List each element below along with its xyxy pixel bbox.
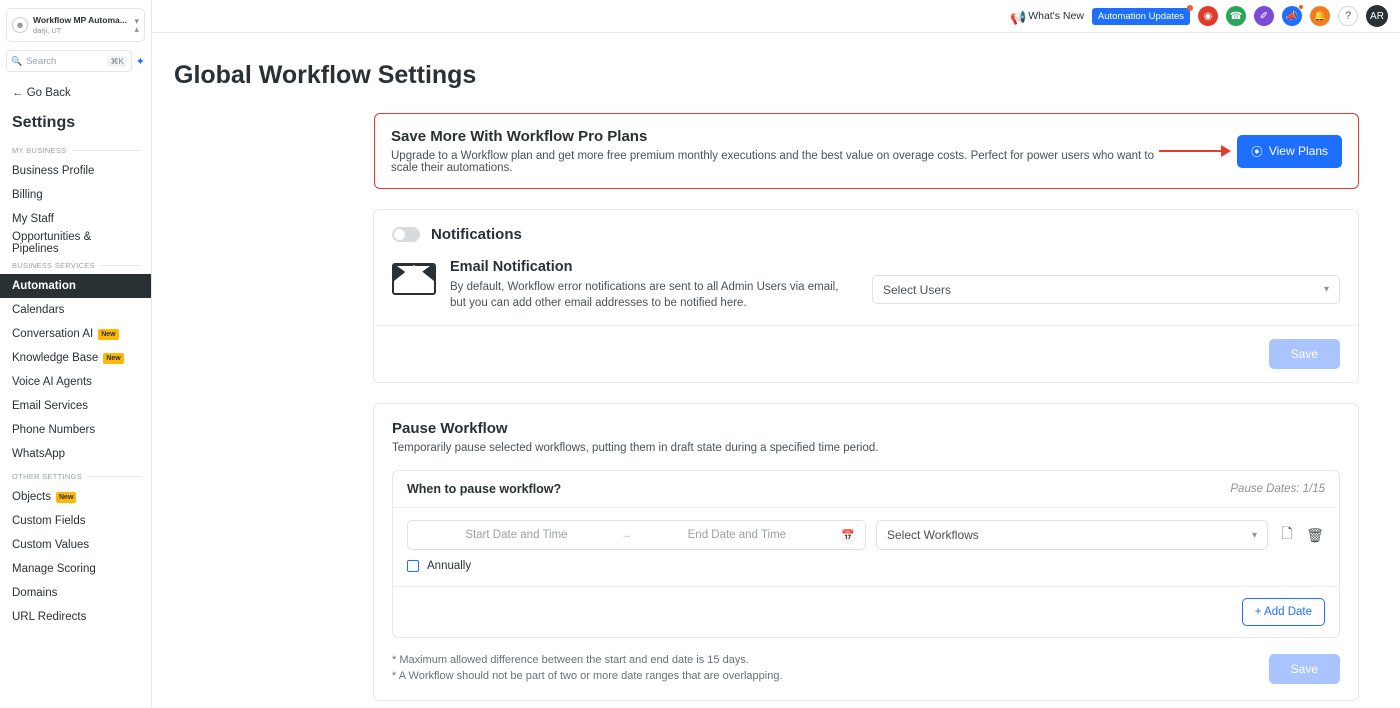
sparkle-icon[interactable]: ✦ <box>135 55 145 68</box>
go-back-label: Go Back <box>26 87 71 99</box>
end-date-placeholder: End Date and Time <box>687 529 787 541</box>
search-icon: 🔍 <box>11 55 23 66</box>
updown-caret-icon[interactable]: ▾ ▴ <box>134 16 139 34</box>
avatar-initials: AR <box>1370 10 1384 22</box>
chevron-down-icon: ▾ <box>1251 529 1257 541</box>
announcement-icon[interactable]: 📣 <box>1282 6 1302 26</box>
envelope-icon <box>392 263 436 295</box>
add-date-button[interactable] <box>1242 598 1325 626</box>
sidebar-item-label: Manage Scoring <box>12 563 96 575</box>
sidebar-item-label: WhatsApp <box>12 448 66 460</box>
help-label: ? <box>1344 10 1352 22</box>
calendar-icon[interactable]: 📅 <box>841 529 856 542</box>
notifications-card <box>373 209 1359 383</box>
search-placeholder: Search <box>26 55 57 67</box>
record-icon[interactable]: ◉ <box>1198 6 1218 26</box>
automation-updates-label: Automation Updates <box>1097 10 1184 22</box>
email-notification-row <box>374 243 1358 326</box>
sidebar-item-whatsapp[interactable] <box>0 442 151 466</box>
email-notification-texts <box>450 259 850 311</box>
sidebar-item-custom-values[interactable] <box>0 533 151 557</box>
add-date-label: + Add Date <box>1254 606 1312 618</box>
sidebar-item-knowledge-base[interactable] <box>0 346 151 370</box>
add-date-row <box>393 586 1339 637</box>
sidebar-item-label: Custom Fields <box>12 515 86 527</box>
new-badge: New <box>56 492 76 503</box>
sidebar-item-label: Domains <box>12 587 58 599</box>
sidebar-item-voice-ai-agents[interactable] <box>0 370 151 394</box>
save-label: Save <box>1290 347 1318 361</box>
select-users-placeholder: Select Users <box>883 282 952 297</box>
search-shortcut: ⌘K <box>107 56 126 67</box>
promo-texts <box>391 128 1159 174</box>
group-label: BUSINESS SERVICES <box>12 261 95 270</box>
new-badge: New <box>98 329 118 340</box>
sidebar-item-label: Voice AI Agents <box>12 376 92 388</box>
sidebar-item-label: Opportunities & Pipelines <box>12 231 92 255</box>
sidebar-item-label: Business Profile <box>12 165 95 177</box>
whats-new-label: What's New <box>1028 10 1084 22</box>
badge-dot-icon <box>1298 4 1304 10</box>
notification-bell-icon[interactable]: 🔔 <box>1310 6 1330 26</box>
page-content <box>152 33 1400 90</box>
sidebar-group-my-business <box>0 140 151 159</box>
pause-workflow-head <box>374 404 1358 454</box>
sidebar-group-business-services <box>0 255 151 274</box>
chevron-down-icon: ▾ <box>1323 284 1329 295</box>
help-icon[interactable] <box>1338 6 1358 26</box>
sidebar-item-manage-scoring[interactable] <box>0 557 151 581</box>
divider <box>72 150 141 151</box>
pause-footer <box>374 638 1358 700</box>
save-label: Save <box>1290 662 1318 676</box>
main-area <box>152 0 1400 708</box>
email-notification-description: By default, Workflow error notifications are sent to all Admin Users via email, but you can add other email addresses to be notified here. <box>450 281 839 309</box>
notifications-title: Notifications <box>431 226 522 243</box>
pause-workflow-title: Pause Workflow <box>392 420 508 437</box>
pause-notes <box>392 652 783 684</box>
sidebar-item-label: Automation <box>12 280 76 292</box>
pause-schedule-header <box>393 471 1339 508</box>
notification-dot-icon <box>1187 5 1193 11</box>
arrow-left-icon: ← <box>12 87 27 99</box>
promo-subtitle: Upgrade to a Workflow plan and get more free premium monthly executions and the best value on overage costs. Perfect for power users who want to scale their automations. <box>391 150 1155 174</box>
sidebar-item-domains[interactable] <box>0 581 151 605</box>
sidebar <box>0 0 152 708</box>
search-input[interactable] <box>6 50 132 72</box>
location-switcher[interactable] <box>6 8 145 42</box>
trash-icon[interactable]: 🗑 <box>1306 526 1324 543</box>
select-users-dropdown[interactable] <box>872 275 1340 304</box>
top-bar <box>152 0 1400 33</box>
pause-workflow-card <box>373 403 1359 701</box>
automation-updates-chip[interactable] <box>1092 8 1190 25</box>
go-back-button[interactable] <box>0 82 151 104</box>
sidebar-item-label: Calendars <box>12 304 65 316</box>
location-name: Workflow MP Automa... <box>33 14 127 25</box>
sidebar-item-my-staff[interactable] <box>0 207 151 231</box>
sidebar-item-label: Objects <box>12 491 51 503</box>
whats-new-button[interactable] <box>1010 10 1084 23</box>
copy-icon[interactable]: 🗋 <box>1281 525 1293 541</box>
sidebar-item-url-redirects[interactable] <box>0 605 151 629</box>
annually-label: Annually <box>427 560 472 572</box>
pause-schedule-box <box>392 470 1340 638</box>
email-notification-title: Email Notification <box>450 259 573 275</box>
sidebar-item-custom-fields[interactable] <box>0 509 151 533</box>
sidebar-item-label: Custom Values <box>12 539 90 551</box>
wand-icon[interactable]: ✐ <box>1254 6 1274 26</box>
annually-checkbox[interactable] <box>407 560 419 572</box>
pause-workflow-subtitle: Temporarily pause selected workflows, putting them in draft state during a specified time period. <box>392 442 879 454</box>
view-plans-label: View Plans <box>1268 144 1328 158</box>
notifications-footer <box>374 326 1358 382</box>
select-workflows-dropdown[interactable] <box>876 520 1268 550</box>
promo-title: Save More With Workflow Pro Plans <box>391 128 648 145</box>
arrow-right-icon: → <box>620 529 633 541</box>
sidebar-title: Settings <box>12 114 76 131</box>
divider <box>88 476 141 477</box>
pause-note-1: * Maximum allowed difference between the start and end date is 15 days. <box>392 654 749 666</box>
pause-dates-count: Pause Dates: 1/15 <box>1230 483 1325 495</box>
sidebar-item-label: Knowledge Base <box>12 352 99 364</box>
sidebar-search-row <box>6 50 145 72</box>
sidebar-item-label: Billing <box>12 189 43 201</box>
notifications-toggle[interactable] <box>392 227 420 242</box>
pause-save-button[interactable] <box>1269 654 1340 684</box>
sidebar-item-business-profile[interactable] <box>0 159 151 183</box>
arrow-right-icon <box>1159 145 1231 157</box>
sidebar-item-phone-numbers[interactable] <box>0 418 151 442</box>
group-label: MY BUSINESS <box>12 146 67 155</box>
sidebar-item-label: URL Redirects <box>12 611 87 623</box>
phone-icon[interactable]: ☎ <box>1226 6 1246 26</box>
sidebar-item-label: My Staff <box>12 213 54 225</box>
sidebar-item-label: Phone Numbers <box>12 424 96 436</box>
when-to-pause-label: When to pause workflow? <box>407 482 562 496</box>
sidebar-item-email-services[interactable] <box>0 394 151 418</box>
sidebar-item-objects[interactable] <box>0 485 151 509</box>
promo-banner <box>374 113 1359 189</box>
group-label: OTHER SETTINGS <box>12 472 83 481</box>
sidebar-item-billing[interactable] <box>0 183 151 207</box>
sidebar-item-automation[interactable] <box>0 274 151 298</box>
sidebar-item-conversation-ai[interactable] <box>0 322 151 346</box>
sidebar-item-opportunities-pipelines[interactable] <box>0 231 151 255</box>
annually-row <box>393 550 1339 586</box>
avatar[interactable] <box>1366 5 1388 27</box>
sidebar-item-label: Email Services <box>12 400 89 412</box>
pause-note-2: * A Workflow should not be part of two or more date ranges that are overlapping. <box>392 670 783 682</box>
select-workflows-placeholder: Select Workflows <box>887 528 979 542</box>
notifications-save-button[interactable] <box>1269 339 1340 369</box>
divider <box>101 265 141 266</box>
location-texts <box>33 15 129 36</box>
view-plans-button[interactable] <box>1237 135 1342 168</box>
sidebar-group-other-settings <box>0 466 151 485</box>
location-sub: darji, UT <box>33 25 62 35</box>
sidebar-item-calendars[interactable] <box>0 298 151 322</box>
pause-date-row <box>393 508 1339 550</box>
date-range-input[interactable] <box>407 520 866 550</box>
sidebar-item-label: Conversation AI <box>12 328 94 340</box>
start-date-placeholder: Start Date and Time <box>465 529 568 541</box>
user-icon: ☻ <box>12 17 28 33</box>
megaphone-icon: 📢 <box>1010 9 1027 25</box>
plus-circle-icon: ⦿ <box>1250 144 1263 159</box>
notifications-toggle-row <box>374 210 1358 243</box>
new-badge: New <box>103 353 123 364</box>
page-title: Global Workflow Settings <box>174 61 477 89</box>
